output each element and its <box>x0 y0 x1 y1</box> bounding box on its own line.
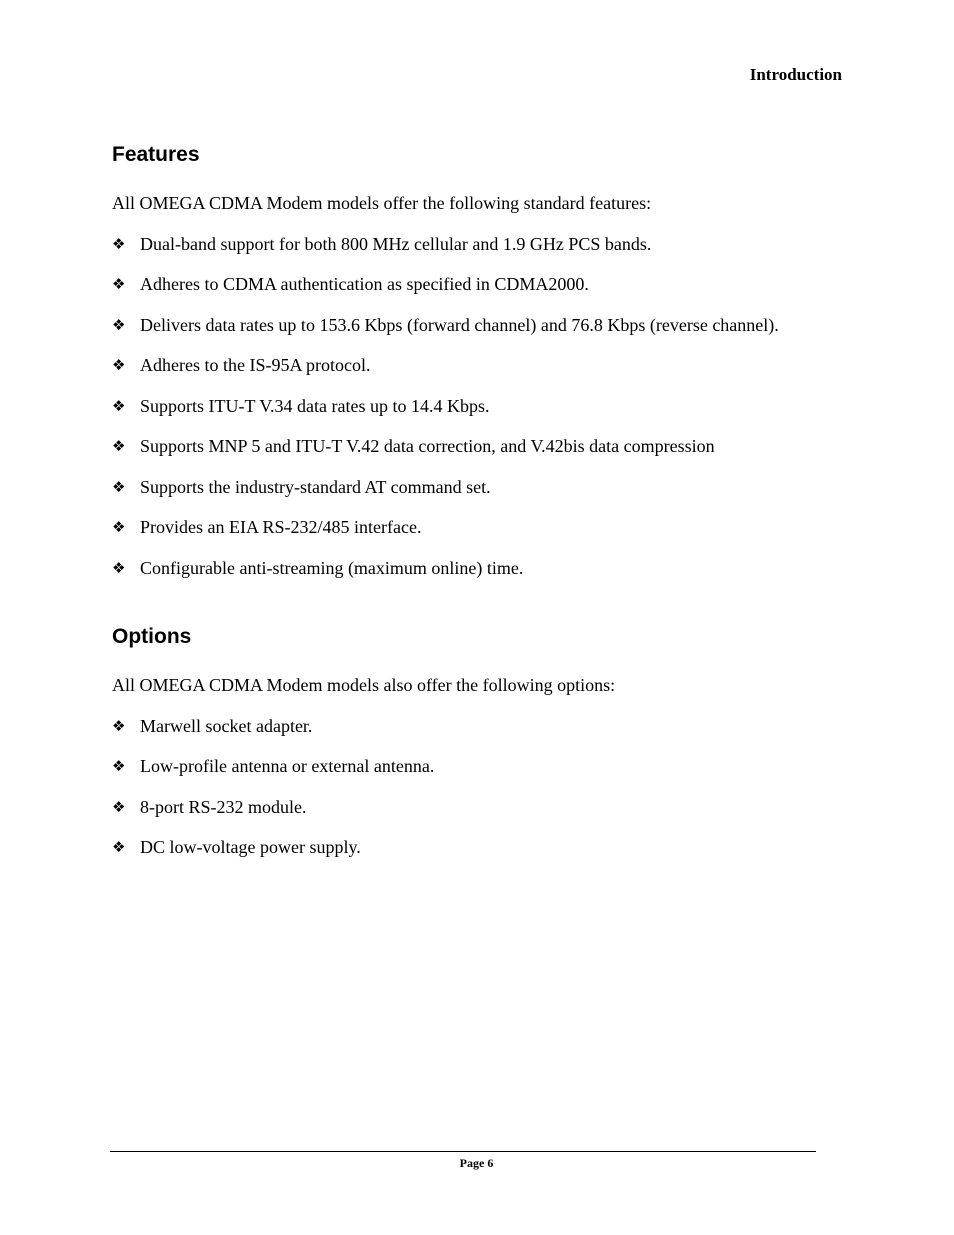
four-diamond-bullet-icon: ❖ <box>112 558 126 577</box>
option-item <box>112 715 832 737</box>
option-item-text: 8-port RS-232 module. <box>140 796 307 817</box>
four-diamond-bullet-icon: ❖ <box>112 757 126 775</box>
options-intro: All OMEGA CDMA Modem models also offer the following options: <box>112 675 616 695</box>
feature-item-text: Adheres to the IS-95A protocol. <box>140 355 371 375</box>
feature-item-text: Dual-band support for both 800 MHz cellular and 1.9 GHz PCS bands. <box>140 233 652 254</box>
running-header-title: Introduction <box>749 65 842 84</box>
footer-divider <box>110 1151 816 1152</box>
four-diamond-bullet-icon: ❖ <box>112 797 126 816</box>
four-diamond-bullet-icon: ❖ <box>112 396 126 415</box>
four-diamond-bullet-icon: ❖ <box>112 356 126 374</box>
feature-item <box>112 314 832 336</box>
feature-item <box>112 354 832 376</box>
option-item-text: DC low-voltage power supply. <box>140 837 361 857</box>
option-item <box>112 796 832 818</box>
feature-item-text: Delivers data rates up to 153.6 Kbps (forward channel) and 76.8 Kbps (reverse channel). <box>140 314 779 335</box>
features-intro: All OMEGA CDMA Modem models offer the following standard features: <box>112 193 652 213</box>
feature-item-text: Provides an EIA RS-232/485 interface. <box>140 517 422 537</box>
features-list <box>112 233 832 579</box>
four-diamond-bullet-icon: ❖ <box>112 234 126 253</box>
four-diamond-bullet-icon: ❖ <box>112 716 126 735</box>
feature-item-text: Supports ITU-T V.34 data rates up to 14.4 Kbps. <box>140 395 490 416</box>
features-section <box>112 142 832 579</box>
four-diamond-bullet-icon: ❖ <box>112 518 126 536</box>
option-item-text: Marwell socket adapter. <box>140 715 313 736</box>
four-diamond-bullet-icon: ❖ <box>112 437 126 455</box>
feature-item <box>112 435 832 457</box>
feature-item <box>112 476 832 498</box>
four-diamond-bullet-icon: ❖ <box>112 477 126 496</box>
feature-item-text: Configurable anti-streaming (maximum online) time. <box>140 557 524 578</box>
feature-item-text: Supports MNP 5 and ITU-T V.42 data correction, and V.42bis data compression <box>140 436 715 456</box>
options-heading: Options <box>112 625 192 648</box>
page-number: Page 6 <box>459 1156 494 1170</box>
option-item-text: Low-profile antenna or external antenna. <box>140 756 435 776</box>
four-diamond-bullet-icon: ❖ <box>112 315 126 334</box>
four-diamond-bullet-icon: ❖ <box>112 838 126 856</box>
feature-item <box>112 516 832 538</box>
feature-item-text: Adheres to CDMA authentication as specified in CDMA2000. <box>140 274 589 294</box>
feature-item <box>112 395 832 417</box>
option-item <box>112 836 832 858</box>
features-heading: Features <box>112 143 200 166</box>
feature-item <box>112 273 832 295</box>
feature-item-text: Supports the industry-standard AT command set. <box>140 476 491 497</box>
options-section <box>112 624 832 858</box>
options-list <box>112 715 832 859</box>
option-item <box>112 755 832 777</box>
feature-item <box>112 233 832 255</box>
four-diamond-bullet-icon: ❖ <box>112 275 126 293</box>
feature-item <box>112 557 832 579</box>
